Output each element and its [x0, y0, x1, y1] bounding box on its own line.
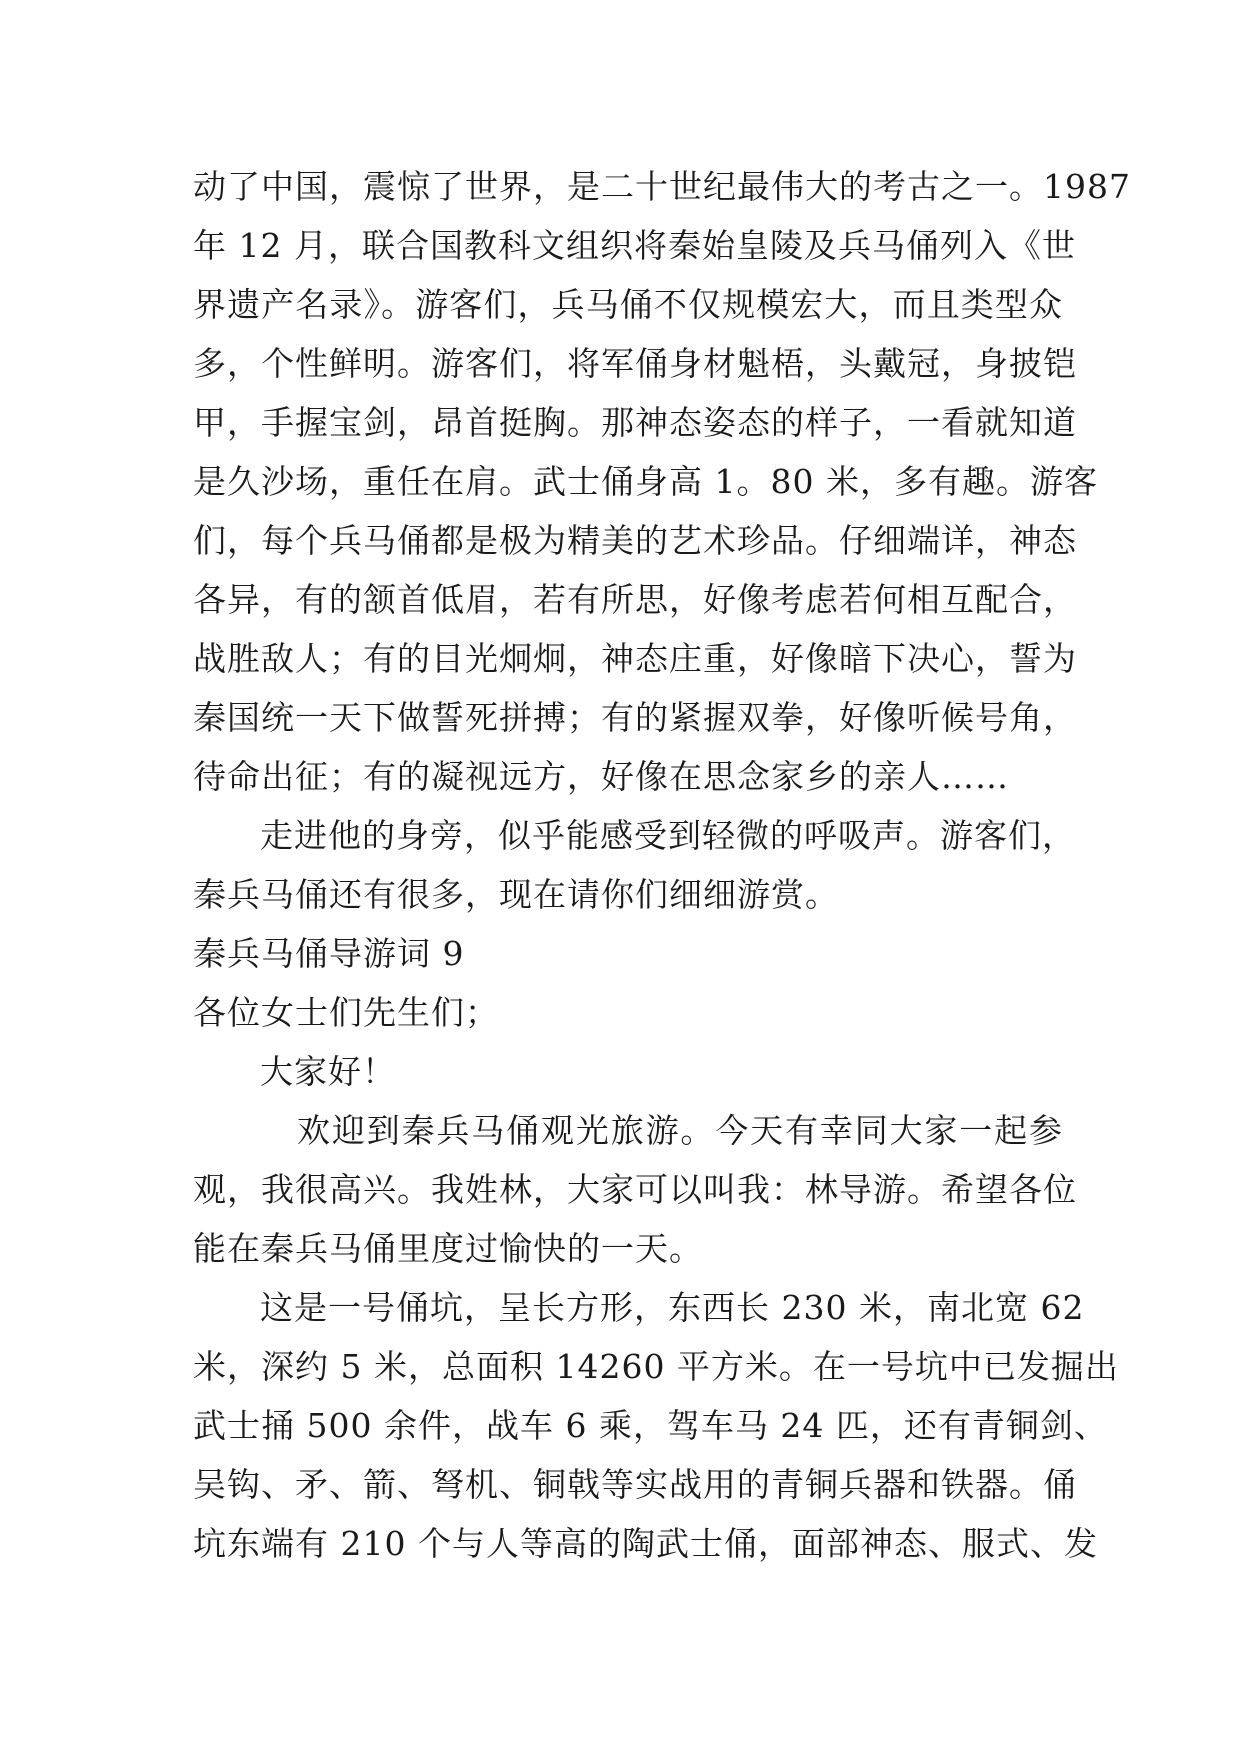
- text-line: 观，我很高兴。我姓林，大家可以叫我：林导游。希望各位: [193, 1170, 1077, 1209]
- text-line: 各异，有的颔首低眉，若有所思，好像考虑若何相互配合，: [193, 580, 1077, 619]
- paragraph-start-line: 走进他的身旁，似乎能感受到轻微的呼吸声。游客们，: [260, 816, 1076, 855]
- text-line: 多，个性鲜明。游客们，将军俑身材魁梧，头戴冠，身披铠: [193, 344, 1077, 383]
- text-line: 能在秦兵马俑里度过愉快的一天。: [193, 1229, 703, 1268]
- text-line: 秦国统一天下做誓死拼搏；有的紧握双拳，好像听候号角，: [193, 698, 1077, 737]
- text-line: 秦兵马俑还有很多，现在请你们细细游赏。: [193, 875, 839, 914]
- text-line: 待命出征；有的凝视远方，好像在思念家乡的亲人……: [193, 757, 1009, 796]
- text-line: 吴钩、矛、箭、弩机、铜戟等实战用的青铜兵器和铁器。俑: [193, 1465, 1077, 1504]
- paragraph-start-line: 欢迎到秦兵马俑观光旅游。今天有幸同大家一起参: [297, 1111, 1063, 1150]
- text-line: 动了中国，震惊了世界，是二十世纪最伟大的考古之一。1987: [193, 167, 1131, 206]
- text-line: 米，深约 5 米，总面积 14260 平方米。在一号坑中已发掘出: [193, 1347, 1119, 1386]
- text-line: 武士捅 500 余件，战车 6 乘，驾车马 24 匹，还有青铜剑、: [193, 1406, 1108, 1445]
- text-line: 年 12 月，联合国教科文组织将秦始皇陵及兵马俑列入《世: [193, 226, 1076, 265]
- text-line: 是久沙场，重任在肩。武士俑身高 1。80 米，多有趣。游客: [193, 462, 1098, 501]
- section-title: 秦兵马俑导游词 9: [193, 934, 465, 973]
- greeting: 大家好！: [260, 1052, 396, 1091]
- salutation: 各位女士们先生们；: [193, 993, 499, 1032]
- text-line: 战胜敌人；有的目光炯炯，神态庄重，好像暗下决心，誓为: [193, 639, 1077, 678]
- text-line: 坑东端有 210 个与人等高的陶武士俑，面部神态、服式、发: [193, 1524, 1098, 1563]
- text-line: 甲，手握宝剑，昂首挺胸。那神态姿态的样子，一看就知道: [193, 403, 1077, 442]
- document-body: [193, 157, 1131, 1573]
- paragraph-start-line: 这是一号俑坑，呈长方形，东西长 230 米，南北宽 62: [260, 1288, 1085, 1327]
- text-line: 界遗产名录》。游客们，兵马俑不仅规模宏大，而且类型众: [193, 285, 1063, 324]
- text-line: 们，每个兵马俑都是极为精美的艺术珍品。仔细端详，神态: [193, 521, 1077, 560]
